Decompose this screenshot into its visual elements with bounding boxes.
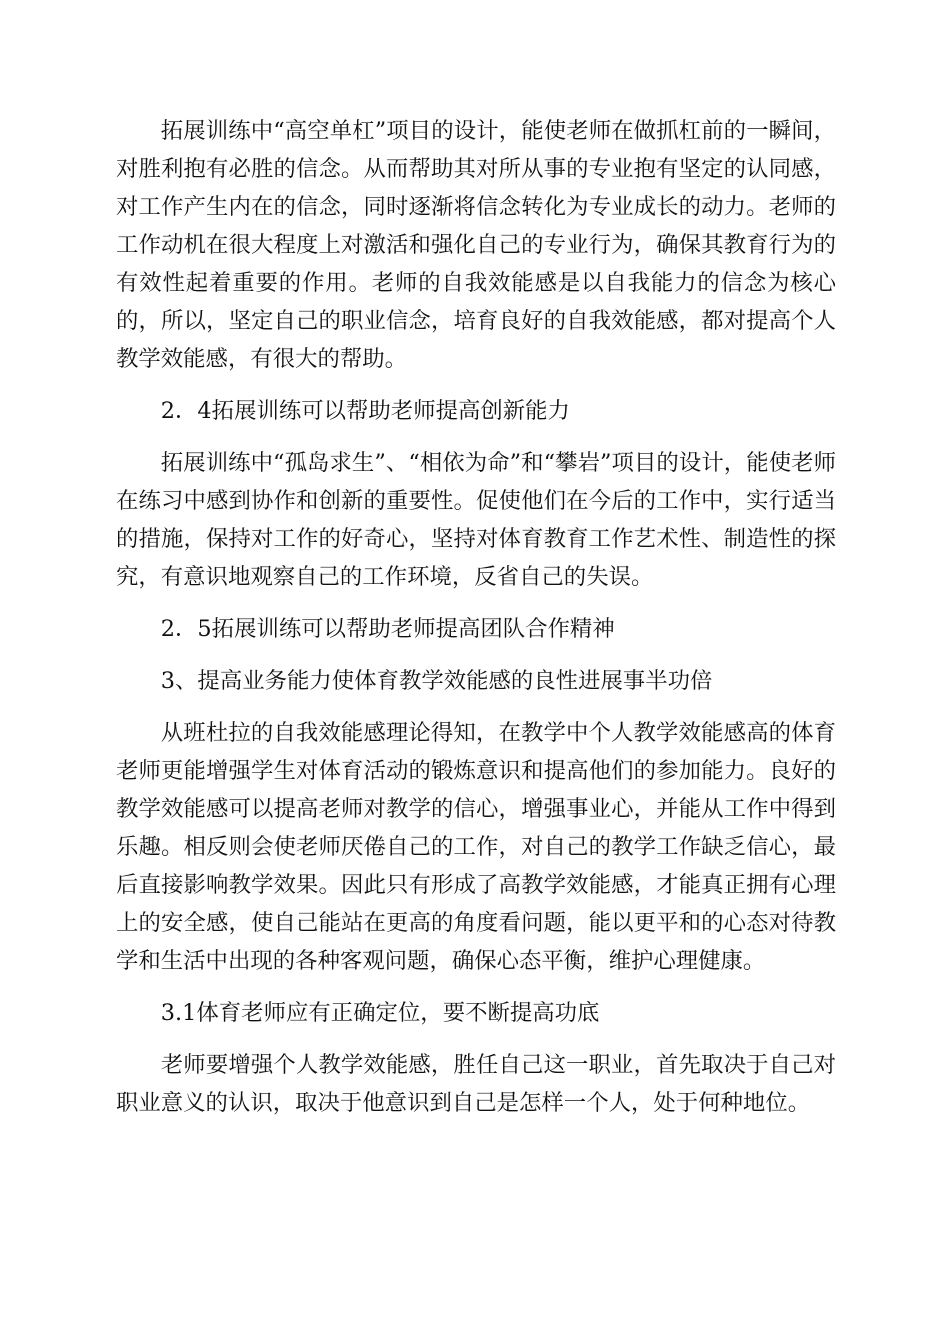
- spacer: [116, 648, 836, 662]
- spacer: [116, 700, 836, 714]
- paragraph-innovation: 拓展训练中“孤岛求生”、“相依为命”和“攀岩”项目的设计，能使老师在练习中感到协作和创新的重要性。促使他们在今后的工作中，实行适当的措施，保持对工作的好奇心，坚持对体育教育工作艺术性、制造性的探究，有意识地观察自己的工作环境，反省自己的失误。: [116, 450, 836, 590]
- section-heading-3-1: 3.1体育老师应有正确定位，要不断提高功底: [160, 1000, 600, 1026]
- section-heading-2-5: 2．5拓展训练可以帮助老师提高团队合作精神: [160, 616, 615, 642]
- section-heading-3: 3、提高业务能力使体育教学效能感的良性进展事半功倍: [160, 668, 713, 694]
- paragraph-high-bar: 拓展训练中“高空单杠”项目的设计，能使老师在做抓杠前的一瞬间，对胜利抱有必胜的信念。从而帮助其对所从事的专业抱有坚定的认同感，对工作产生内在的信念，同时逐渐将信念转化为专业成长的动力。老师的工作动机在很大程度上对激活和强化自己的专业行为，确保其教育行为的有效性起着重要的作用。老师的自我效能感是以自我能力的信念为核心的，所以，坚定自己的职业信念，培育良好的自我效能感，都对提高个人教学效能感，有很大的帮助。: [116, 118, 836, 372]
- paragraph-career-meaning: 老师要增强个人教学效能感，胜任自己这一职业，首先取决于自己对职业意义的认识，取决于他意识到自己是怎样一个人，处于何种地位。: [116, 1052, 836, 1116]
- spacer: [116, 430, 836, 444]
- spacer: [116, 378, 836, 392]
- document-page: [116, 112, 836, 1122]
- spacer: [116, 1032, 836, 1046]
- spacer: [116, 596, 836, 610]
- section-heading-2-4: 2．4拓展训练可以帮助老师提高创新能力: [160, 398, 570, 424]
- spacer: [116, 980, 836, 994]
- paragraph-bandura: 从班杜拉的自我效能感理论得知，在教学中个人教学效能感高的体育老师更能增强学生对体育活动的锻炼意识和提高他们的参加能力。良好的教学效能感可以提高老师对教学的信心，增强事业心，并能从工作中得到乐趣。相反则会使老师厌倦自己的工作，对自己的教学工作缺乏信心，最后直接影响教学效果。因此只有形成了高教学效能感，才能真正拥有心理上的安全感，使自己能站在更高的角度看问题，能以更平和的心态对待教学和生活中出现的各种客观问题，确保心态平衡，维护心理健康。: [116, 720, 836, 974]
